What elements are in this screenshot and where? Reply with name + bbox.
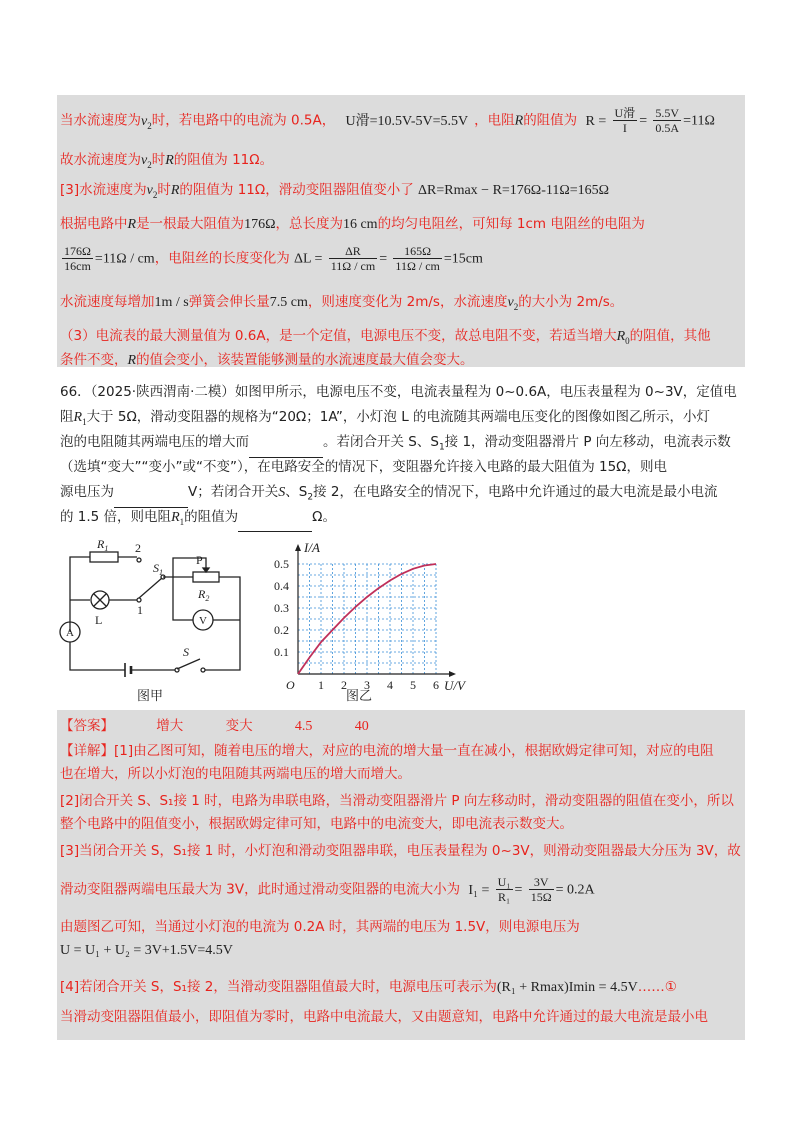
question-line-5 <box>60 482 717 508</box>
y-tick-label: 0.2 <box>274 623 289 637</box>
y-tick-label: 0.4 <box>274 579 289 593</box>
graph-grid <box>298 564 436 674</box>
label-s1: $S_1$ <box>153 561 163 577</box>
x-tick-label: 3 <box>364 678 370 692</box>
value: 176Ω <box>244 217 276 232</box>
solution-line-3 <box>60 180 609 205</box>
detail-line-5 <box>60 977 677 998</box>
text: Ω。 <box>312 509 336 525</box>
text: 大于 5Ω，滑动变阻器的规格为“20Ω；1A”，小灯泡 L 的电流随其两端电压变化的图像如图乙所示，小灯 <box>86 409 711 425</box>
detail-line-2a <box>60 791 734 811</box>
text: （3）电流表的最大测量值为 0.6A，是一个定值，电源电压不变，故总电阻不变，若适当增大 <box>60 328 617 344</box>
y-axis-arrow <box>295 544 301 551</box>
answer-blank-3[interactable] <box>238 517 312 532</box>
answer-1: 增大 <box>156 718 184 734</box>
symbol-R: R <box>73 410 83 425</box>
solution-line-1 <box>60 106 715 135</box>
detail-line-1b <box>60 764 411 784</box>
text: 。若闭合开关 S、S <box>323 434 439 450</box>
circuit-diagram <box>55 532 255 707</box>
label-pos-1: 1 <box>137 603 143 617</box>
subscript: 2 <box>307 492 314 503</box>
equation-r: R = <box>585 113 607 129</box>
fraction: $\frac{165\Omega}{11\Omega / cm}$ <box>395 244 440 273</box>
symbol-S: S <box>278 485 286 500</box>
text: 根据电路中 <box>60 216 128 232</box>
symbol: $v_2$ <box>141 153 152 170</box>
text: 当滑动变阻器阻值最小，即阻值为零时，电路中电流最大，又由题意知，电路中允许通过的最大电流是最小电 <box>60 1009 708 1025</box>
text: 滑动变阻器两端电压最大为 3V，此时通过滑动变阻器的电流大小为 <box>60 881 461 898</box>
text: 泡的电阻随其两端电压的增大而 <box>60 434 249 450</box>
result: =11Ω / cm <box>94 251 155 267</box>
x-tick-label: 4 <box>387 678 393 692</box>
symbol-R: R <box>165 153 174 168</box>
x-tick-label: 1 <box>318 678 324 692</box>
equation: (R₁ + Rmax)Imin = 4.5V <box>496 980 638 995</box>
text: 阻 <box>60 409 74 425</box>
text: 整个电路中的阻值变小，根据欧姆定律可知，电路中的电流变大，即电流表示数变大。 <box>60 816 573 832</box>
text: 的阻值，其他 <box>629 328 711 344</box>
label-r2: $R_2$ <box>198 587 210 603</box>
resistor-r2 <box>193 572 219 582</box>
text: ……① <box>637 979 677 995</box>
text: [4]若闭合开关 S，S₁接 2，当滑动变阻器阻值最大时，电源电压可表示为 <box>60 979 497 995</box>
text: 时，若电路中的电流为 0.5A， <box>151 112 336 129</box>
text: 源电压为 <box>60 484 114 500</box>
solution-line-7 <box>60 326 711 351</box>
equals: = <box>514 882 523 898</box>
question-line-4 <box>60 457 667 477</box>
text: 的均匀电阻丝，可知每 1cm 电阻丝的电阻为 <box>377 216 645 232</box>
symbol: $R_0$ <box>616 329 630 346</box>
text: [3]当闭合开关 S，S₁接 1 时，小灯泡和滑动变阻器串联，电压表量程为 0~3V，则滑动变阻器最大分压为 3V，故 <box>60 843 741 859</box>
x-tick-label: 6 <box>433 678 439 692</box>
solution-line-5 <box>60 244 483 273</box>
iv-graph <box>268 532 468 707</box>
label-p: P <box>196 553 203 567</box>
text: 也在增大，所以小灯泡的电阻随其两端电压的增大而增大。 <box>60 766 411 782</box>
text: 由题图乙可知，当通过小灯泡的电流为 0.2A 时，其两端的电压为 1.5V，则电源电压为 <box>60 919 580 935</box>
solution-line-6 <box>60 292 623 317</box>
text: ，电阻丝的长度变化为 <box>154 250 290 267</box>
text: 的阻值为 11Ω。 <box>173 152 274 168</box>
text: 接 1，滑动变阻器滑片 P 向左移动，电流表示数 <box>444 434 731 450</box>
subscript: 1 <box>82 416 87 427</box>
equals: = <box>379 251 388 267</box>
text: V；若闭合开关 <box>188 484 279 500</box>
subscript: 1 <box>179 516 185 527</box>
detail-line-4 <box>60 917 580 937</box>
text: 的 1.5 倍，则电阻 <box>60 509 172 525</box>
symbol-v: v <box>141 113 148 129</box>
text: [2]闭合开关 S、S₁接 1 时，电路为串联电路，当滑动变阻器滑片 P 向左移动时，滑动变阻器的阻值在变小，所以 <box>60 793 734 809</box>
answer-blank-1[interactable] <box>249 443 323 458</box>
text: 的阻值为 11Ω，滑动变阻器阻值变小了 <box>179 182 414 198</box>
detail-line-3a <box>60 841 741 861</box>
caption-graph: 图乙 <box>346 689 373 704</box>
result: =15cm <box>443 251 483 267</box>
x-tick-label: 5 <box>410 678 416 692</box>
text: ，则速度变化为 2m/s，水流速度 <box>307 294 508 310</box>
answer-2: 变大 <box>225 718 253 734</box>
value: 16 cm <box>342 217 378 232</box>
delta-l: ΔL = <box>294 251 323 267</box>
subscript: 1 <box>438 442 445 453</box>
label-r1: $R_1$ <box>97 537 109 553</box>
question-line-1 <box>60 382 737 402</box>
text: 时 <box>157 182 171 198</box>
symbol <box>141 114 152 129</box>
fraction: $\frac{5.5V}{0.5A}$ <box>655 106 680 135</box>
equation: ΔR=Rmax − R=176Ω-11Ω=165Ω <box>418 183 610 198</box>
symbol-R: R <box>127 217 137 232</box>
answer-label: 【答案】 <box>60 718 114 734</box>
y-tick-label: 0.5 <box>274 557 289 571</box>
symbol-R: R <box>170 183 180 198</box>
answer-3: 4.5 <box>294 719 313 734</box>
subscript: 2 <box>147 120 152 131</box>
fraction: $\frac{\text{U滑}}{I}$ <box>614 106 636 135</box>
detail-line-6 <box>60 1007 708 1027</box>
symbol-R: R <box>127 353 137 368</box>
solution-line-8 <box>60 350 474 371</box>
solution-line-2 <box>60 150 273 175</box>
y-axis-label: I/A <box>304 540 320 555</box>
y-tick-label: 0.1 <box>274 645 289 659</box>
text: 的值会变小，该装置能够测量的水流速度最大值会变大。 <box>136 352 474 368</box>
equation: I₁ = <box>468 882 490 898</box>
text: 、S <box>285 484 308 500</box>
text: 是一根最大阻值为 <box>136 216 245 232</box>
fraction: $\frac{176\Omega}{16cm}$ <box>64 244 91 273</box>
symbol-R: R <box>514 113 524 129</box>
y-tick-label: 0.3 <box>274 601 289 615</box>
label-voltmeter: V <box>199 615 207 627</box>
x-axis-arrow <box>449 671 456 677</box>
text: 故水流速度为 <box>60 152 141 168</box>
resistor-r1 <box>90 552 118 562</box>
text: [3]水流速度为 <box>60 182 147 198</box>
value: 1m / s <box>154 295 189 310</box>
text: 66．（2025·陕西渭南·二模）如图甲所示，电源电压不变，电流表量程为 0~0.6A，电压表量程为 0~3V，定值电 <box>60 384 737 400</box>
equals: = <box>639 113 648 129</box>
detail-line-3b <box>60 875 595 904</box>
detail-line-4-eq <box>60 941 233 961</box>
text: 时 <box>151 152 166 168</box>
result: =11Ω <box>683 113 715 129</box>
fraction: $\frac{\Delta R}{11\Omega / cm}$ <box>330 244 376 273</box>
text: ，电阻 <box>474 112 515 129</box>
answer-4: 40 <box>354 719 369 734</box>
text: 的阻值为 <box>184 509 239 525</box>
fraction: $\frac{\text{U₁}}{\text{R₁}}$ <box>497 875 511 904</box>
result: = 0.2A <box>555 882 595 898</box>
text: 的大小为 2m/s。 <box>518 294 624 310</box>
caption-circuit: 图甲 <box>137 689 164 704</box>
equation: U = U₁ + U₂ = 3V+1.5V=4.5V <box>60 943 233 958</box>
text: ，总长度为 <box>275 216 343 232</box>
label-pos-2: 2 <box>135 541 141 555</box>
question-line-6 <box>60 507 336 532</box>
text: 接 2，在电路安全的情况下，电路中允许通过的最大电流是最小电流 <box>313 484 718 500</box>
text: 条件不变， <box>60 352 128 368</box>
question-line-2 <box>60 407 710 432</box>
solution-line-4 <box>60 214 645 235</box>
text: 当水流速度为 <box>60 112 141 129</box>
answer-line <box>60 716 369 737</box>
label-l: L <box>95 613 103 627</box>
x-tick-label: O <box>286 678 295 692</box>
text: （选填“变大”“变小”或“不变”），在电路安全的情况下，变阻器允许接入电路的最大阻值为 15Ω，则电 <box>60 459 667 475</box>
detail-line-2b <box>60 814 573 834</box>
label-switch: S <box>183 645 189 659</box>
symbol: $v_2$ <box>507 295 519 312</box>
text: 的阻值为 <box>523 112 578 129</box>
text: 【详解】[1]由乙图可知，随着电压的增大，对应的电流的增大量一直在减小，根据欧姆定律可知，对应的电阻 <box>60 743 714 759</box>
x-tick-label: 2 <box>341 678 347 692</box>
detail-line-1a <box>60 741 714 761</box>
answer-blank-2[interactable] <box>114 493 188 508</box>
fraction: $\frac{3V}{15\Omega}$ <box>530 875 552 904</box>
symbol: $v_2$ <box>146 183 158 200</box>
value: 7.5 cm <box>269 295 308 310</box>
text: 水流速度每增加 <box>60 294 155 310</box>
question-line-3 <box>60 432 731 458</box>
label-ammeter: A <box>66 627 74 639</box>
symbol-R: R <box>171 510 180 525</box>
text: 弹簧会伸长量 <box>188 294 270 310</box>
x-axis-label: U/V <box>444 678 465 693</box>
equation: U滑=10.5V-5V=5.5V <box>345 113 469 129</box>
